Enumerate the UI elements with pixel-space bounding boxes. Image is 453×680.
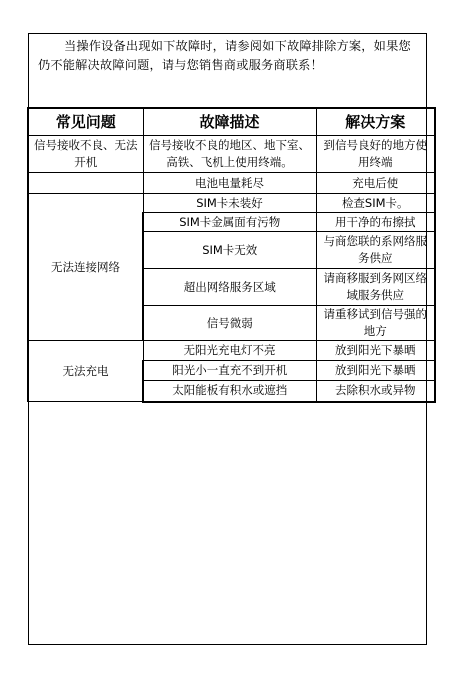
description-cell: 电池电量耗尽 — [143, 173, 316, 194]
description-cell: 无阳光充电灯不亮 — [143, 341, 316, 361]
problem-cell — [28, 173, 143, 194]
table-row — [28, 194, 435, 213]
description-cell: 信号接收不良的地区、地下室、高铁、飞机上使用终端。 — [143, 136, 316, 173]
solution-cell: 与商您联的系网络服务供应 — [316, 232, 435, 269]
description-cell: 信号微弱 — [143, 306, 316, 341]
description-cell: SIM卡未装好 — [143, 194, 316, 213]
intro-paragraph: 当操作设备出现如下故障时，请参阅如下故障排除方案，如果您仍不能解决故障问题，请与您销售商或服务商联系！ — [38, 39, 411, 72]
solution-cell: 充电后使 — [316, 173, 435, 194]
problem-cell: 无法充电 — [28, 341, 143, 402]
table-header-row — [28, 108, 435, 136]
solution-cell: 去除积水或异物 — [316, 381, 435, 402]
solution-cell: 请重移试到信号强的地方 — [316, 306, 435, 341]
solution-cell: 到信号良好的地方使用终端 — [316, 136, 435, 173]
description-cell: SIM卡无效 — [143, 232, 316, 269]
table-row — [28, 173, 435, 194]
solution-cell: 检查SIM卡。 — [316, 194, 435, 213]
solution-cell: 放到阳光下暴晒 — [316, 361, 435, 381]
description-cell: 太阳能板有积水或遮挡 — [143, 381, 316, 402]
problem-cell: 无法连接网络 — [28, 194, 143, 341]
description-cell: 阳光小一直充不到开机 — [143, 361, 316, 381]
troubleshooting-table — [27, 107, 436, 403]
solution-cell: 放到阳光下暴晒 — [316, 341, 435, 361]
description-cell: SIM卡金属面有污物 — [143, 213, 316, 232]
table-row — [28, 341, 435, 361]
header-solution: 解决方案 — [316, 108, 435, 136]
solution-cell: 请商移服到务网区络域服务供应 — [316, 269, 435, 306]
problem-cell: 信号接收不良、无法开机 — [28, 136, 143, 173]
table-row — [28, 136, 435, 173]
header-description: 故障描述 — [143, 108, 316, 136]
description-cell: 超出网络服务区域 — [143, 269, 316, 306]
header-problem: 常见问题 — [28, 108, 143, 136]
solution-cell: 用干净的布擦拭 — [316, 213, 435, 232]
